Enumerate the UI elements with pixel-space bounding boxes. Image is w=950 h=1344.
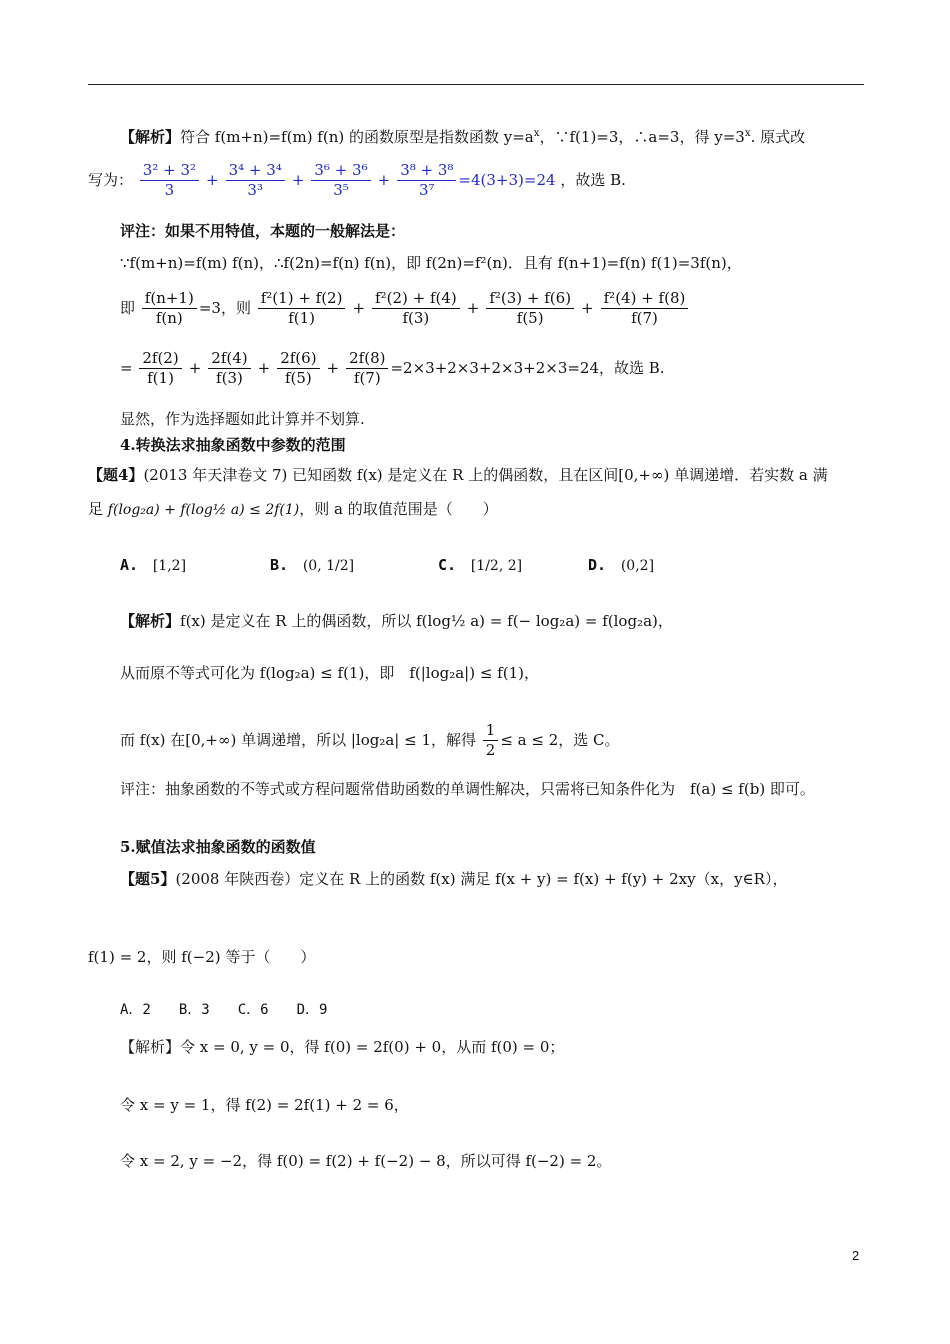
denominator: f(3) <box>402 309 430 328</box>
denominator: 3⁵ <box>333 181 349 200</box>
section-4-heading: 4.转换法求抽象函数中参数的范围 <box>120 436 346 454</box>
solution-5-line-3: 令 x = 2, y = −2，得 f(0) = f(2) + f(−2) − 8，所以可得 f(−2) = 2。 <box>120 1152 612 1170</box>
option-value: [1,2] <box>152 558 187 574</box>
superscript: x <box>533 128 540 139</box>
question-label: 【题4】 <box>88 466 144 484</box>
numerator: 2f(2) <box>139 350 181 369</box>
numerator: 1 <box>483 722 499 741</box>
condition-expression: f(log₂a) + f(log½ a) ≤ 2f(1) <box>107 502 300 518</box>
numerator: f²(1) + f(2) <box>258 290 346 309</box>
solution-4-line-1 <box>120 612 673 630</box>
option-b[interactable] <box>270 556 354 574</box>
fraction-4 <box>397 162 456 200</box>
solution-text: 而 f(x) 在[0,+∞) 单调递增，所以 |log₂a| ≤ 1，解得 <box>120 730 477 749</box>
denominator: 3 <box>164 181 175 200</box>
question-4-line-1 <box>88 466 828 484</box>
solution-4-line-3 <box>120 722 620 760</box>
remark-conclusion: 显然，作为选择题如此计算并不划算. <box>120 410 365 428</box>
line-start: 足 <box>88 500 104 518</box>
section-5-heading: 5.赋值法求抽象函数的函数值 <box>120 838 316 856</box>
denominator: f(5) <box>516 309 544 328</box>
solution-4-line-2: 从而原不等式可化为 f(log₂a) ≤ f(1)，即 f(|log₂a|) ≤ f(1)， <box>120 664 539 682</box>
numerator: 2f(8) <box>346 350 388 369</box>
header-rule <box>88 84 864 85</box>
question-label: 【题5】 <box>120 870 176 888</box>
line-start: 写为： <box>88 170 134 189</box>
question-end: ，则 a 的取值范围是（ ） <box>299 500 498 518</box>
denominator: f(1) <box>147 369 174 388</box>
numerator: f(n+1) <box>142 290 197 309</box>
denominator: f(n) <box>155 309 183 328</box>
question-5-line-1 <box>120 870 787 888</box>
remark-result: =2×3+2×3+2×3+2×3=24，故选 B. <box>390 358 665 377</box>
ratio-fraction <box>142 290 197 328</box>
question-text: (2008 年陕西卷）定义在 R 上的函数 f(x) 满足 f(x + y) = f(x) + f(y) + 2xy（x，y∈R）， <box>175 870 788 888</box>
numerator: 3² + 3² <box>140 162 199 181</box>
fraction-3 <box>311 162 370 200</box>
numerator: 3⁸ + 3⁸ <box>397 162 456 181</box>
solution-label: 【解析】 <box>120 128 181 146</box>
a-fraction-3 <box>486 290 574 328</box>
denominator: 3³ <box>247 181 263 200</box>
remark-heading: 评注：如果不用特值，本题的一般解法是： <box>120 222 406 240</box>
page-number: 2 <box>852 1248 860 1263</box>
remark-line-1: ∵f(m+n)=f(m) f(n)，∴f(2n)=f(n) f(n)，即 f(2n)=f²(n)．且有 f(n+1)=f(n) f(1)=3f(n)， <box>120 254 742 272</box>
solution-text: f(x) 是定义在 R 上的偶函数，所以 f(log½ a) = f(− log₂a) = f(log₂a)， <box>180 612 673 630</box>
question-4-line-2 <box>88 500 498 519</box>
ji-word: 即 <box>120 298 136 317</box>
solution-text-2: ，∵f(1)=3，∴a=3，得 y=3 <box>539 128 745 146</box>
option-value: [1/2, 2] <box>470 558 523 574</box>
solution-1-line-2 <box>88 162 626 200</box>
blue-expression: $\frac{\text{3² + 3²}}{3}$ + $\frac{\text{3⁴ + 3⁴}}{\text{3³}}$ + $\frac{\text{3⁶ + 3⁶}}{\text{3⁵}}$ + $\frac{\text{3⁸ + 3⁸}}{\text{3⁷}}$ =4(3+3)=24 <box>138 171 561 189</box>
numerator: 2f(6) <box>277 350 319 369</box>
remark-line-3: = $\frac{2f(2)}{f(1)}$ + $\frac{2f(4)}{f(3)}$ + $\frac{2f(6)}{f(5)}$ + $\frac{2f(8)}{f(7)}$ =2×3+2×3+2×3+2×3=24，故选 B. <box>120 349 665 388</box>
denominator: f(5) <box>284 369 312 388</box>
blue-result: =4(3+3)=24 <box>458 170 556 189</box>
denominator: 2 <box>485 741 496 760</box>
numerator: f²(2) + f(4) <box>372 290 460 309</box>
answer-tail: ，故选 B. <box>560 170 626 189</box>
numerator: f²(3) + f(6) <box>486 290 574 309</box>
option-label: B. <box>270 556 289 574</box>
option-value: (0, 1/2] <box>302 558 355 574</box>
fraction-1 <box>140 162 199 200</box>
question-5-line-2: f(1) = 2，则 f(−2) 等于（ ） <box>88 948 316 966</box>
a-fraction-2 <box>372 290 460 328</box>
solution-label: 【解析】 <box>120 612 181 630</box>
numerator: 3⁶ + 3⁶ <box>311 162 370 181</box>
b-fraction-3 <box>277 350 319 388</box>
fraction-2 <box>226 162 285 200</box>
a-fraction-4 <box>601 290 689 328</box>
denominator: 3⁷ <box>419 181 435 200</box>
denominator: f(7) <box>353 369 381 388</box>
solution-5-line-2: 令 x = y = 1，得 f(2) = 2f(1) + 2 = 6， <box>120 1096 409 1114</box>
one-half-fraction <box>483 722 499 760</box>
denominator: f(1) <box>288 309 315 328</box>
section-4-note: 评注：抽象函数的不等式或方程问题常借助函数的单调性解决，只需将已知条件化为 f(a) ≤ f(b) 即可。 <box>120 780 815 798</box>
solution-text-1: 符合 f(m+n)=f(m) f(n) 的函数原型是指数函数 y=a <box>180 128 534 146</box>
numerator: 3⁴ + 3⁴ <box>226 162 285 181</box>
b-fraction-4 <box>346 350 388 388</box>
denominator: f(7) <box>631 309 658 328</box>
superscript: x <box>744 128 751 139</box>
denominator: f(3) <box>216 369 243 388</box>
question-text: (2013 年天津卷文 7) 已知函数 f(x) 是定义在 R 上的偶函数，且在区间[0,+∞) 单调递增．若实数 a 满 <box>143 466 828 484</box>
b-fraction-1 <box>139 350 181 388</box>
option-value: (0,2] <box>620 558 655 574</box>
option-label: A. <box>120 556 139 574</box>
option-a[interactable] <box>120 556 186 574</box>
solution-5-line-1: 【解析】令 x = 0, y = 0，得 f(0) = 2f(0) + 0，从而 f(0) = 0； <box>120 1038 565 1056</box>
equals-3: =3，则 <box>198 298 251 317</box>
question-5-options: A．2 B．3 C．6 D．9 <box>120 1002 328 1018</box>
numerator: 2f(4) <box>208 350 250 369</box>
option-label: D. <box>588 556 607 574</box>
a-fraction-1 <box>258 290 346 328</box>
numerator: f²(4) + f(8) <box>601 290 689 309</box>
option-label: C. <box>438 556 457 574</box>
remark-line-2: 即 $\frac{f(n+1)}{f(n)}$ =3，则 $\frac{\text{f²(1) + f(2)}}{f(1)}$ + $\frac{\text{f²(2) + f(4)}}{f(3)}$ + $\frac{\text{f²(3) + f(6)}}{f(5)}$ + $\frac{\text{f²(4) + f(8)}}{f(7)}$ <box>120 290 690 328</box>
option-d[interactable] <box>588 556 654 574</box>
solution-1-line-1 <box>120 128 805 146</box>
b-fraction-2 <box>208 350 250 388</box>
solution-text-3: . 原式改 <box>750 128 806 146</box>
option-c[interactable] <box>438 556 522 574</box>
solution-end: ≤ a ≤ 2，选 C。 <box>500 730 620 749</box>
